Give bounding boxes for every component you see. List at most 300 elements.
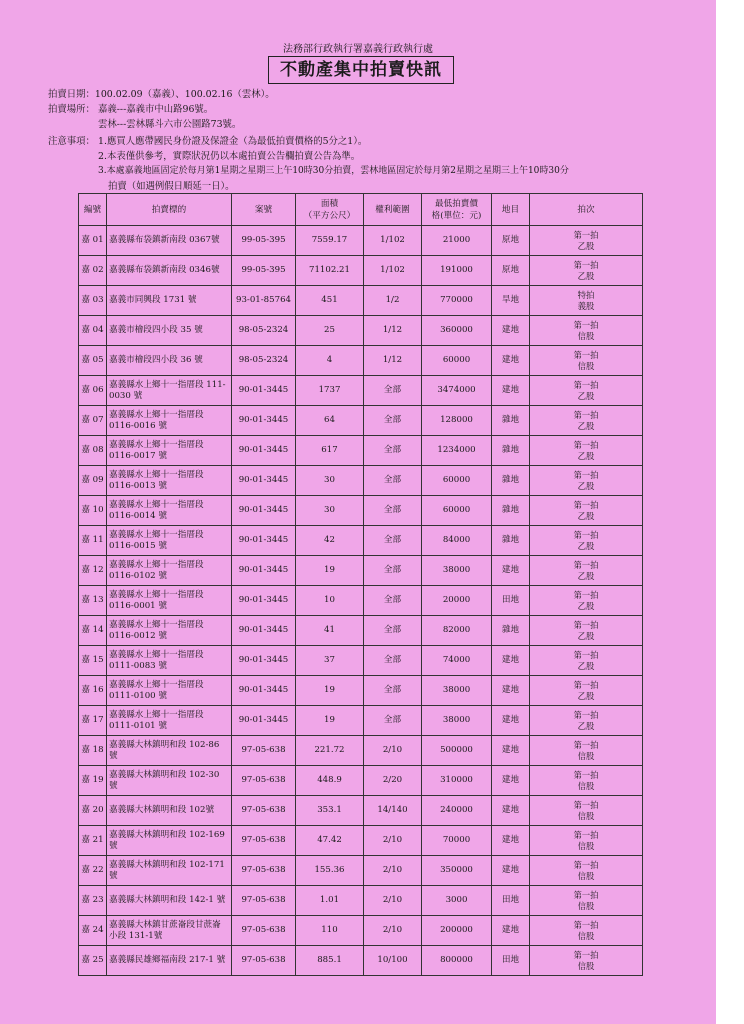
cell-rights: 全部 — [364, 676, 422, 706]
division-label: 信股 — [577, 360, 595, 371]
cell-location: 嘉義縣大林鎮明和段 102-171 號 — [107, 856, 232, 886]
cell-price: 3000 — [422, 886, 492, 916]
cell-use: 建地 — [492, 856, 530, 886]
cell-round — [530, 526, 643, 556]
cell-use: 建地 — [492, 556, 530, 586]
division-label: 乙股 — [577, 270, 595, 281]
cell-location: 嘉義縣布袋鎮新南段 0367號 — [107, 226, 232, 256]
cell-location: 嘉義縣水上鄉十一指厝段 0116-0014 號 — [107, 496, 232, 526]
round-label: 第一拍 — [573, 259, 599, 270]
cell-case: 90-01-3445 — [232, 556, 296, 586]
cell-use: 雜地 — [492, 496, 530, 526]
cell-rights: 全部 — [364, 376, 422, 406]
auction-date: 拍賣日期：100.02.09（嘉義）、100.02.16（雲林）。 — [48, 89, 275, 100]
cell-use: 建地 — [492, 646, 530, 676]
round-label: 第一拍 — [573, 469, 599, 480]
division-label: 信股 — [577, 780, 595, 791]
cell-location: 嘉義市檜段四小段 35 號 — [107, 316, 232, 346]
cell-location: 嘉義縣水上鄉十一指厝段 0116-0013 號 — [107, 466, 232, 496]
cell-no: 嘉 21 — [79, 826, 107, 856]
table-row — [79, 796, 643, 826]
cell-case: 97-05-638 — [232, 886, 296, 916]
table-row — [79, 526, 643, 556]
cell-use: 雜地 — [492, 466, 530, 496]
cell-round — [530, 946, 643, 976]
cell-location: 嘉義市同興段 1731 號 — [107, 286, 232, 316]
cell-location: 嘉義縣水上鄉十一指厝段 0116-0102 號 — [107, 556, 232, 586]
header-rights: 權利範圍 — [364, 194, 422, 226]
cell-price: 38000 — [422, 706, 492, 736]
cell-area: 7559.17 — [296, 226, 364, 256]
note-3: 3.本處嘉義地區固定於每月第1星期之星期三上午10時30分拍賣，雲林地區固定於每月第2星期之星期三上午10時30分 — [98, 166, 569, 176]
table-header-row — [79, 194, 643, 226]
cell-use: 建地 — [492, 826, 530, 856]
cell-case: 90-01-3445 — [232, 376, 296, 406]
cell-rights: 2/10 — [364, 886, 422, 916]
cell-location: 嘉義縣水上鄉十一指厝段 0116-0012 號 — [107, 616, 232, 646]
cell-no: 嘉 03 — [79, 286, 107, 316]
cell-area: 19 — [296, 556, 364, 586]
cell-area: 64 — [296, 406, 364, 436]
cell-case: 90-01-3445 — [232, 616, 296, 646]
division-label: 乙股 — [577, 660, 595, 671]
cell-use: 雜地 — [492, 526, 530, 556]
cell-case: 97-05-638 — [232, 766, 296, 796]
cell-price: 360000 — [422, 316, 492, 346]
cell-case: 90-01-3445 — [232, 406, 296, 436]
cell-case: 97-05-638 — [232, 916, 296, 946]
table-row — [79, 676, 643, 706]
cell-price: 200000 — [422, 916, 492, 946]
cell-round — [530, 646, 643, 676]
cell-rights: 2/10 — [364, 916, 422, 946]
cell-area: 1737 — [296, 376, 364, 406]
cell-price: 3474000 — [422, 376, 492, 406]
cell-use: 雜地 — [492, 406, 530, 436]
cell-use: 田地 — [492, 886, 530, 916]
cell-price: 500000 — [422, 736, 492, 766]
cell-round — [530, 316, 643, 346]
cell-location: 嘉義縣民雄鄉福南段 217-1 號 — [107, 946, 232, 976]
cell-area: 42 — [296, 526, 364, 556]
division-label: 乙股 — [577, 600, 595, 611]
division-label: 乙股 — [577, 720, 595, 731]
division-label: 信股 — [577, 900, 595, 911]
cell-no: 嘉 15 — [79, 646, 107, 676]
cell-location: 嘉義縣水上鄉十一指厝段 0116-0017 號 — [107, 436, 232, 466]
table-row — [79, 556, 643, 586]
cell-no: 嘉 09 — [79, 466, 107, 496]
agency-name: 法務部行政執行署嘉義行政執行處 — [283, 44, 433, 55]
cell-case: 97-05-638 — [232, 856, 296, 886]
division-label: 信股 — [577, 930, 595, 941]
division-label: 乙股 — [577, 240, 595, 251]
cell-area: 110 — [296, 916, 364, 946]
cell-case: 90-01-3445 — [232, 496, 296, 526]
cell-rights: 1/2 — [364, 286, 422, 316]
cell-no: 嘉 18 — [79, 736, 107, 766]
cell-area: 25 — [296, 316, 364, 346]
cell-use: 雜地 — [492, 436, 530, 466]
cell-price: 84000 — [422, 526, 492, 556]
document-title: 不動產集中拍賣快訊 — [268, 56, 454, 84]
cell-no: 嘉 19 — [79, 766, 107, 796]
cell-case: 97-05-638 — [232, 826, 296, 856]
header-no: 編號 — [79, 194, 107, 226]
cell-use: 建地 — [492, 346, 530, 376]
round-label: 第一拍 — [573, 379, 599, 390]
division-label: 乙股 — [577, 540, 595, 551]
table-row — [79, 316, 643, 346]
auction-place-chiayi: 嘉義---嘉義市中山路96號。 — [98, 104, 214, 115]
round-label: 第一拍 — [573, 949, 599, 960]
round-label: 第一拍 — [573, 589, 599, 600]
cell-case: 98-05-2324 — [232, 316, 296, 346]
division-label: 信股 — [577, 960, 595, 971]
cell-no: 嘉 05 — [79, 346, 107, 376]
header-location: 拍賣標的 — [107, 194, 232, 226]
cell-no: 嘉 04 — [79, 316, 107, 346]
cell-location: 嘉義縣水上鄉十一指厝段 0116-0016 號 — [107, 406, 232, 436]
cell-price: 38000 — [422, 676, 492, 706]
table-row — [79, 616, 643, 646]
cell-area: 30 — [296, 466, 364, 496]
cell-no: 嘉 11 — [79, 526, 107, 556]
cell-no: 嘉 07 — [79, 406, 107, 436]
cell-rights: 全部 — [364, 706, 422, 736]
division-label: 乙股 — [577, 570, 595, 581]
round-label: 第一拍 — [573, 349, 599, 360]
cell-price: 240000 — [422, 796, 492, 826]
cell-use: 原地 — [492, 256, 530, 286]
cell-price: 70000 — [422, 826, 492, 856]
cell-case: 97-05-638 — [232, 736, 296, 766]
cell-rights: 2/20 — [364, 766, 422, 796]
cell-area: 4 — [296, 346, 364, 376]
cell-no: 嘉 08 — [79, 436, 107, 466]
notes-label: 注意事項： — [48, 136, 95, 147]
cell-round — [530, 556, 643, 586]
header-area-line2: （平方公尺） — [303, 210, 356, 221]
cell-rights: 1/12 — [364, 316, 422, 346]
cell-rights: 全部 — [364, 466, 422, 496]
cell-price: 310000 — [422, 766, 492, 796]
cell-area: 885.1 — [296, 946, 364, 976]
round-label: 第一拍 — [573, 769, 599, 780]
cell-use: 雜地 — [492, 616, 530, 646]
cell-case: 90-01-3445 — [232, 526, 296, 556]
table-row — [79, 946, 643, 976]
division-label: 乙股 — [577, 480, 595, 491]
cell-no: 嘉 12 — [79, 556, 107, 586]
table-row — [79, 406, 643, 436]
cell-rights: 2/10 — [364, 826, 422, 856]
cell-round — [530, 376, 643, 406]
cell-location: 嘉義縣水上鄉十一指厝段 0111-0083 號 — [107, 646, 232, 676]
cell-case: 98-05-2324 — [232, 346, 296, 376]
round-label: 第一拍 — [573, 709, 599, 720]
cell-rights: 1/102 — [364, 226, 422, 256]
cell-location: 嘉義市檜段四小段 36 號 — [107, 346, 232, 376]
round-label: 第一拍 — [573, 679, 599, 690]
cell-case: 97-05-638 — [232, 946, 296, 976]
cell-area: 448.9 — [296, 766, 364, 796]
round-label: 第一拍 — [573, 649, 599, 660]
division-label: 信股 — [577, 840, 595, 851]
division-label: 信股 — [577, 870, 595, 881]
cell-round — [530, 796, 643, 826]
round-label: 第一拍 — [573, 799, 599, 810]
cell-case: 90-01-3445 — [232, 646, 296, 676]
cell-location: 嘉義縣大林鎮甘蔗崙段甘蔗崙小段 131-1號 — [107, 916, 232, 946]
cell-price: 800000 — [422, 946, 492, 976]
note-2: 2.本表僅供參考，實際狀況仍以本處拍賣公告欄拍賣公告為準。 — [98, 151, 361, 162]
cell-price: 82000 — [422, 616, 492, 646]
header-area — [296, 194, 364, 226]
table-row — [79, 376, 643, 406]
cell-no: 嘉 24 — [79, 916, 107, 946]
round-label: 第一拍 — [573, 499, 599, 510]
cell-price: 770000 — [422, 286, 492, 316]
cell-no: 嘉 25 — [79, 946, 107, 976]
cell-no: 嘉 02 — [79, 256, 107, 286]
cell-price: 60000 — [422, 496, 492, 526]
table-row — [79, 856, 643, 886]
round-label: 第一拍 — [573, 739, 599, 750]
cell-no: 嘉 13 — [79, 586, 107, 616]
note-1: 1.應買人應帶國民身份證及保證金（為最低拍賣價格的5分之1）。 — [98, 136, 368, 147]
cell-area: 19 — [296, 676, 364, 706]
round-label: 第一拍 — [573, 859, 599, 870]
cell-no: 嘉 23 — [79, 886, 107, 916]
round-label: 第一拍 — [573, 229, 599, 240]
header-round: 拍次 — [530, 194, 643, 226]
cell-round — [530, 706, 643, 736]
table-row — [79, 466, 643, 496]
cell-case: 90-01-3445 — [232, 436, 296, 466]
cell-rights: 全部 — [364, 496, 422, 526]
header-price-line2: 格(單位：元) — [431, 210, 482, 221]
cell-location: 嘉義縣大林鎮明和段 102-169 號 — [107, 826, 232, 856]
division-label: 乙股 — [577, 450, 595, 461]
header-use: 地目 — [492, 194, 530, 226]
cell-location: 嘉義縣布袋鎮新南段 0346號 — [107, 256, 232, 286]
table-row — [79, 706, 643, 736]
table-row — [79, 886, 643, 916]
table-row — [79, 916, 643, 946]
cell-round — [530, 736, 643, 766]
cell-round — [530, 226, 643, 256]
cell-case: 97-05-638 — [232, 796, 296, 826]
table-row — [79, 766, 643, 796]
cell-rights: 全部 — [364, 406, 422, 436]
cell-no: 嘉 10 — [79, 496, 107, 526]
cell-round — [530, 346, 643, 376]
division-label: 信股 — [577, 810, 595, 821]
cell-use: 建地 — [492, 736, 530, 766]
cell-case: 90-01-3445 — [232, 586, 296, 616]
cell-round — [530, 496, 643, 526]
round-label: 第一拍 — [573, 529, 599, 540]
cell-location: 嘉義縣水上鄉十一指厝段 0111-0100 號 — [107, 676, 232, 706]
table-row — [79, 436, 643, 466]
cell-no: 嘉 16 — [79, 676, 107, 706]
cell-case: 93-01-85764 — [232, 286, 296, 316]
header-area-line1: 面積 — [320, 198, 339, 209]
cell-location: 嘉義縣大林鎮明和段 102號 — [107, 796, 232, 826]
cell-round — [530, 856, 643, 886]
cell-round — [530, 586, 643, 616]
cell-round — [530, 916, 643, 946]
cell-no: 嘉 22 — [79, 856, 107, 886]
cell-round — [530, 826, 643, 856]
cell-area: 451 — [296, 286, 364, 316]
division-label: 乙股 — [577, 390, 595, 401]
cell-price: 20000 — [422, 586, 492, 616]
cell-rights: 全部 — [364, 556, 422, 586]
cell-no: 嘉 01 — [79, 226, 107, 256]
cell-location: 嘉義縣水上鄉十一指厝段 0116-0001 號 — [107, 586, 232, 616]
cell-location: 嘉義縣大林鎮明和段 102-86 號 — [107, 736, 232, 766]
table-row — [79, 646, 643, 676]
cell-rights: 1/12 — [364, 346, 422, 376]
cell-area: 155.36 — [296, 856, 364, 886]
cell-area: 47.42 — [296, 826, 364, 856]
cell-no: 嘉 14 — [79, 616, 107, 646]
cell-area: 19 — [296, 706, 364, 736]
cell-price: 60000 — [422, 466, 492, 496]
cell-use: 原地 — [492, 226, 530, 256]
header-price — [422, 194, 492, 226]
cell-round — [530, 886, 643, 916]
cell-no: 嘉 17 — [79, 706, 107, 736]
table-row — [79, 736, 643, 766]
division-label: 乙股 — [577, 630, 595, 641]
cell-price: 74000 — [422, 646, 492, 676]
table-row — [79, 586, 643, 616]
cell-round — [530, 256, 643, 286]
cell-area: 41 — [296, 616, 364, 646]
cell-no: 嘉 20 — [79, 796, 107, 826]
round-label: 第一拍 — [573, 559, 599, 570]
cell-price: 350000 — [422, 856, 492, 886]
round-label: 第一拍 — [573, 619, 599, 630]
round-label: 第一拍 — [573, 919, 599, 930]
auction-table — [78, 193, 643, 976]
cell-price: 128000 — [422, 406, 492, 436]
cell-area: 10 — [296, 586, 364, 616]
cell-use: 田地 — [492, 586, 530, 616]
table-row — [79, 256, 643, 286]
division-label: 信股 — [577, 750, 595, 761]
cell-use: 建地 — [492, 796, 530, 826]
cell-area: 617 — [296, 436, 364, 466]
cell-rights: 全部 — [364, 526, 422, 556]
cell-case: 90-01-3445 — [232, 466, 296, 496]
round-label: 第一拍 — [573, 409, 599, 420]
cell-no: 嘉 06 — [79, 376, 107, 406]
cell-round — [530, 466, 643, 496]
cell-price: 191000 — [422, 256, 492, 286]
cell-price: 38000 — [422, 556, 492, 586]
division-label: 信股 — [577, 330, 595, 341]
table-row — [79, 286, 643, 316]
cell-use: 建地 — [492, 676, 530, 706]
cell-rights: 2/10 — [364, 736, 422, 766]
cell-price: 21000 — [422, 226, 492, 256]
round-label: 第一拍 — [573, 439, 599, 450]
cell-location: 嘉義縣水上鄉十一指厝段 111-0030 號 — [107, 376, 232, 406]
cell-area: 221.72 — [296, 736, 364, 766]
table-row — [79, 346, 643, 376]
cell-area: 37 — [296, 646, 364, 676]
auction-place-label: 拍賣場所： — [48, 104, 95, 115]
round-label: 第一拍 — [573, 889, 599, 900]
cell-rights: 2/10 — [364, 856, 422, 886]
cell-area: 1.01 — [296, 886, 364, 916]
cell-rights: 全部 — [364, 616, 422, 646]
cell-round — [530, 616, 643, 646]
note-3-continued: 拍賣（如遇例假日順延一日）。 — [108, 181, 235, 192]
cell-use: 田地 — [492, 946, 530, 976]
cell-rights: 全部 — [364, 436, 422, 466]
cell-use: 建地 — [492, 316, 530, 346]
cell-location: 嘉義縣水上鄉十一指厝段 0116-0015 號 — [107, 526, 232, 556]
division-label: 乙股 — [577, 420, 595, 431]
cell-location: 嘉義縣大林鎮明和段 102-30 號 — [107, 766, 232, 796]
cell-case: 90-01-3445 — [232, 706, 296, 736]
cell-use: 建地 — [492, 766, 530, 796]
division-label: 乙股 — [577, 510, 595, 521]
cell-use: 建地 — [492, 706, 530, 736]
cell-price: 60000 — [422, 346, 492, 376]
table-row — [79, 826, 643, 856]
cell-round — [530, 436, 643, 466]
cell-area: 353.1 — [296, 796, 364, 826]
cell-case: 99-05-395 — [232, 256, 296, 286]
cell-use: 旱地 — [492, 286, 530, 316]
cell-area: 71102.21 — [296, 256, 364, 286]
cell-use: 建地 — [492, 376, 530, 406]
auction-place-yunlin: 雲林---雲林縣斗六市公園路73號。 — [98, 119, 242, 130]
cell-use: 建地 — [492, 916, 530, 946]
cell-rights: 10/100 — [364, 946, 422, 976]
cell-round — [530, 676, 643, 706]
cell-round — [530, 406, 643, 436]
table-row — [79, 496, 643, 526]
cell-rights: 全部 — [364, 646, 422, 676]
cell-location: 嘉義縣大林鎮明和段 142-1 號 — [107, 886, 232, 916]
round-label: 第一拍 — [573, 319, 599, 330]
header-price-line1: 最低拍賣價 — [435, 198, 478, 209]
cell-rights: 全部 — [364, 586, 422, 616]
cell-area: 30 — [296, 496, 364, 526]
round-label: 特拍 — [577, 289, 595, 300]
cell-round — [530, 766, 643, 796]
table-row — [79, 226, 643, 256]
division-label: 義股 — [577, 300, 595, 311]
cell-case: 99-05-395 — [232, 226, 296, 256]
cell-rights: 1/102 — [364, 256, 422, 286]
division-label: 乙股 — [577, 690, 595, 701]
cell-price: 1234000 — [422, 436, 492, 466]
header-case: 案號 — [232, 194, 296, 226]
cell-location: 嘉義縣水上鄉十一指厝段 0111-0101 號 — [107, 706, 232, 736]
cell-case: 90-01-3445 — [232, 676, 296, 706]
round-label: 第一拍 — [573, 829, 599, 840]
cell-rights: 14/140 — [364, 796, 422, 826]
cell-round — [530, 286, 643, 316]
